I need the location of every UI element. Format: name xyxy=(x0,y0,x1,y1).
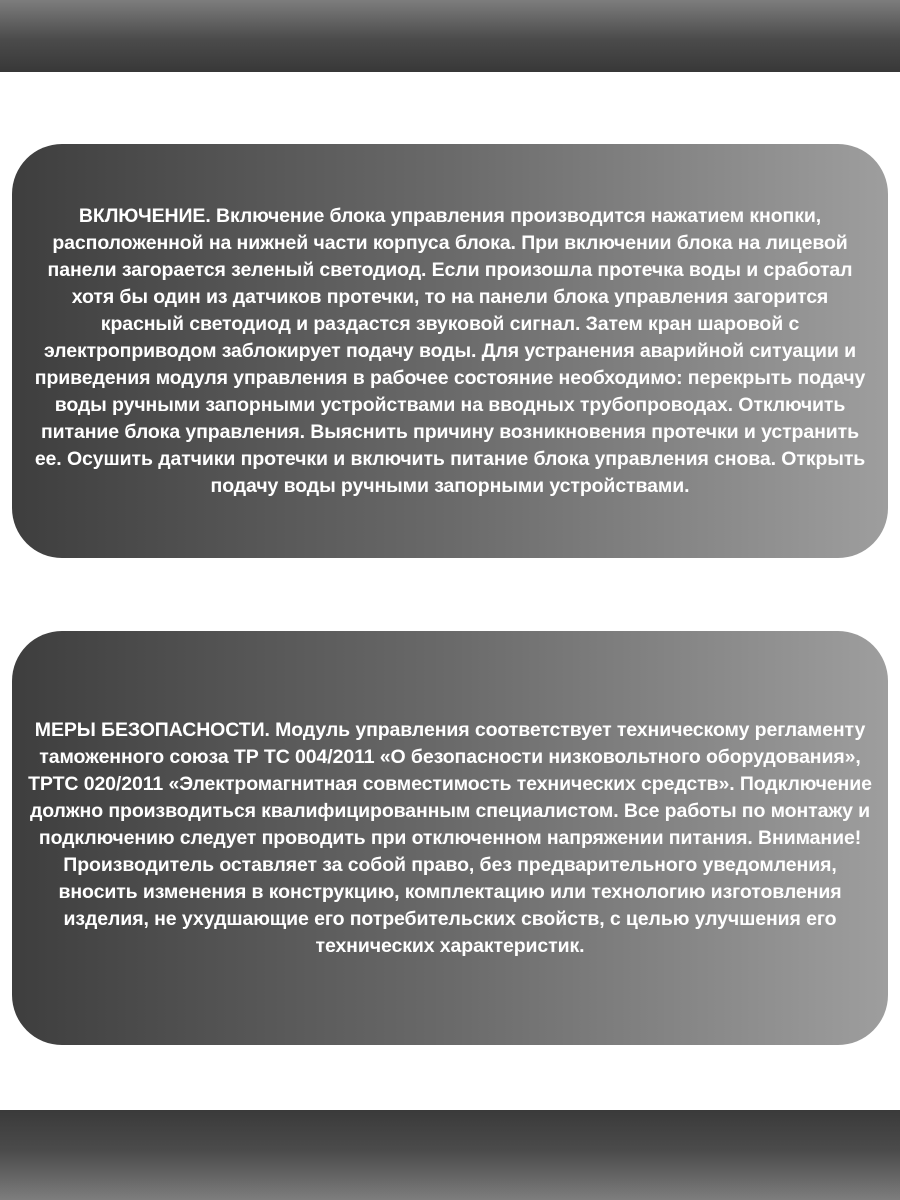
section-paragraph xyxy=(28,717,872,960)
section-heading: МЕРЫ БЕЗОПАСНОСТИ. xyxy=(34,718,270,741)
section-paragraph xyxy=(28,203,872,500)
section-card-power-on xyxy=(12,144,888,558)
section-card-safety xyxy=(12,631,888,1045)
section-text: Модуль управления соответствует техническому регламенту таможенного союза ТР ТС 004/2011 «О безопасности низковольтного оборудования», ТРТС 020/2011 «Электромагнитная совместимость технических средств». Подключение должно производиться квалифицированным специалистом. Все работы по монтажу и подключению следует проводить при отключенном напряжении питания. Внимание! Производитель оставляет за собой право, без предварительного уведомления, вносить изменения в конструкцию, комплектацию или технологию изготовления изделия, не ухудшающие его потребительских свойств, с целью улучшения его технических характеристик. xyxy=(28,718,872,957)
top-band xyxy=(0,0,900,72)
section-heading: ВКЛЮЧЕНИЕ. xyxy=(78,204,211,227)
bottom-band xyxy=(0,1110,900,1200)
section-text: Включение блока управления производится нажатием кнопки, расположенной на нижней части корпуса блока. При включении блока на лицевой панели загорается зеленый светодиод. Если произошла протечка воды и сработал хотя бы один из датчиков протечки, то на панели блока управления загорится красный светодиод и раздастся звуковой сигнал. Затем кран шаровой с электроприводом заблокирует подачу воды. Для устранения аварийной ситуации и приведения модуля управления в рабочее состояние необходимо: перекрыть подачу воды ручными запорными устройствами на вводных трубопроводах. Отключить питание блока управления. Выяснить причину возникновения протечки и устранить ее. Осушить датчики протечки и включить питание блока управления снова. Открыть подачу воды ручными запорными устройствами. xyxy=(34,204,866,497)
